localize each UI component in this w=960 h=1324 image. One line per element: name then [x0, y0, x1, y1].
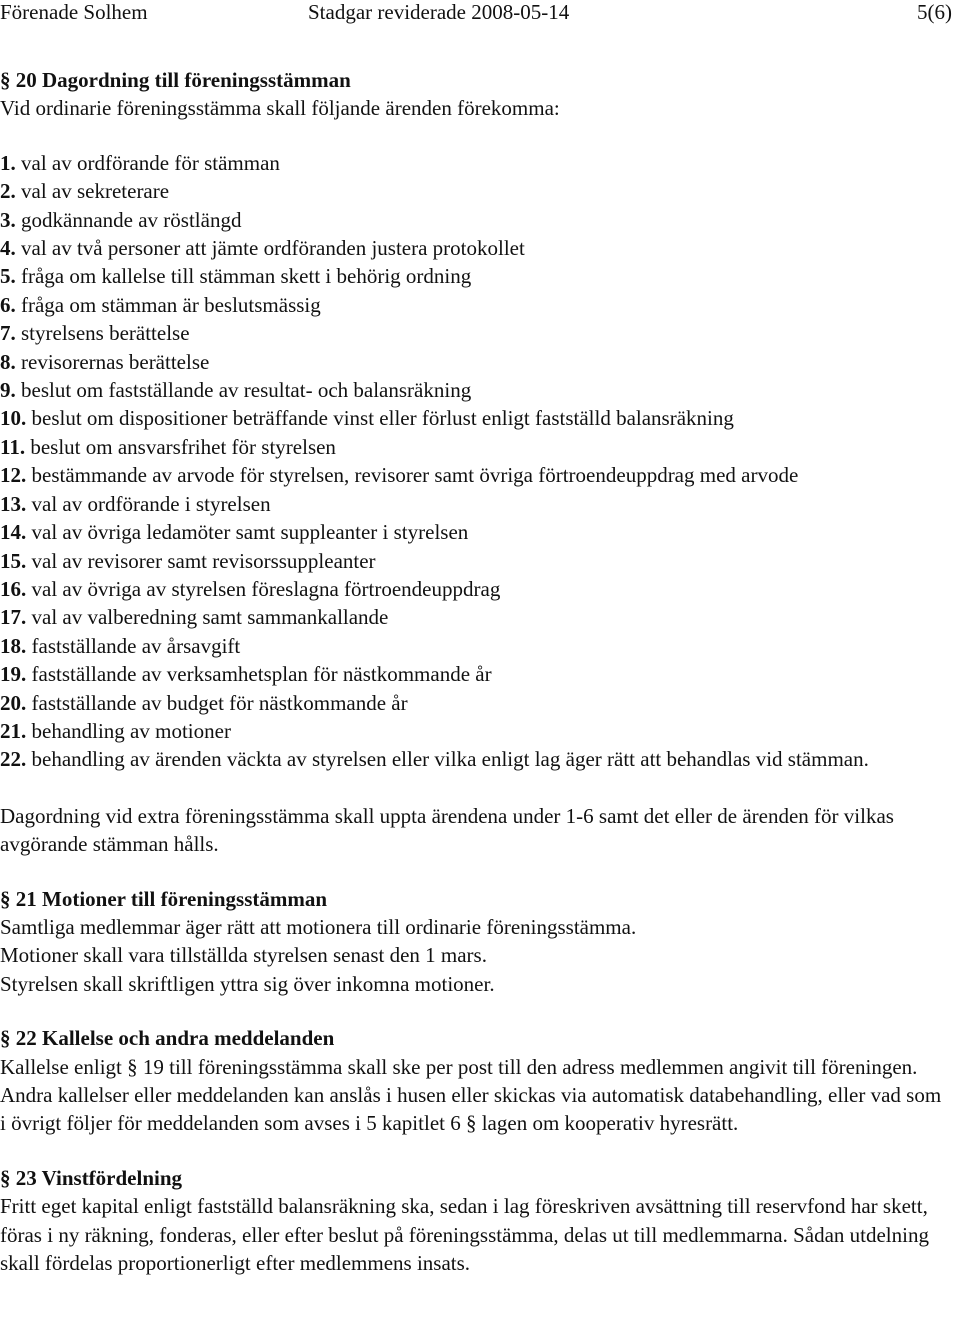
- section-20-heading: § 20 Dagordning till föreningsstämman: [0, 68, 351, 92]
- agenda-item-text: beslut om fastställande av resultat- och balansräkning: [21, 378, 472, 403]
- agenda-item: [0, 376, 950, 404]
- agenda-item-text: styrelsens berättelse: [21, 321, 190, 346]
- agenda-list: [0, 149, 950, 774]
- agenda-item-number: 20.: [0, 690, 27, 715]
- section-20: [0, 66, 950, 859]
- agenda-item-text: fastställande av budget för nästkommande år: [31, 690, 408, 715]
- agenda-item: [0, 745, 950, 773]
- agenda-item: [0, 149, 950, 177]
- agenda-item-text: fråga om kallelse till stämman skett i behörig ordning: [21, 264, 472, 289]
- agenda-item-text: val av ordförande i styrelsen: [31, 491, 271, 516]
- agenda-item: [0, 206, 950, 234]
- agenda-item: [0, 689, 950, 717]
- agenda-item-text: val av sekreterare: [21, 179, 170, 204]
- agenda-item: [0, 433, 950, 461]
- agenda-item: [0, 291, 950, 319]
- agenda-item-number: 7.: [0, 321, 16, 346]
- agenda-item-text: val av ordförande för stämman: [21, 150, 280, 175]
- agenda-item-text: val av övriga av styrelsen föreslagna förtroendeuppdrag: [31, 576, 501, 601]
- agenda-item-number: 17.: [0, 605, 27, 630]
- section-21-line: Styrelsen skall skriftligen yttra sig över inkomna motioner.: [0, 971, 495, 996]
- agenda-item-number: 2.: [0, 179, 16, 204]
- section-21: [0, 885, 950, 999]
- header-page-number: 5(6): [917, 0, 952, 24]
- agenda-item-number: 11.: [0, 434, 26, 459]
- agenda-item-text: fråga om stämman är beslutsmässig: [21, 292, 321, 317]
- agenda-item: [0, 461, 950, 489]
- agenda-item-text: fastställande av årsavgift: [31, 633, 241, 658]
- section-23-heading: § 23 Vinstfördelning: [0, 1165, 183, 1190]
- agenda-item-number: 15.: [0, 548, 27, 573]
- section-21-heading: § 21 Motioner till föreningsstämman: [0, 886, 328, 911]
- agenda-item: [0, 717, 950, 745]
- agenda-item-number: 8.: [0, 349, 16, 374]
- agenda-item-text: val av revisorer samt revisorssuppleanter: [31, 548, 376, 573]
- agenda-item-number: 4.: [0, 236, 16, 261]
- section-20-extra-paragraph: Dagordning vid extra föreningsstämma skall uppta ärendena under 1-6 samt det eller de ärenden för vilkas avgörande stämman hålls.: [0, 803, 894, 857]
- agenda-item: [0, 660, 950, 688]
- agenda-item: [0, 490, 950, 518]
- agenda-item-number: 1.: [0, 150, 16, 175]
- agenda-item: [0, 177, 950, 205]
- agenda-item: [0, 547, 950, 575]
- agenda-item-text: fastställande av verksamhetsplan för nästkommande år: [31, 662, 492, 687]
- agenda-item: [0, 603, 950, 631]
- agenda-item-text: beslut om ansvarsfrihet för styrelsen: [30, 434, 336, 459]
- agenda-item-text: godkännande av röstlängd: [21, 207, 242, 232]
- agenda-item-number: 3.: [0, 207, 16, 232]
- agenda-item-text: behandling av ärenden väckta av styrelsen eller vilka enligt lag äger rätt att behandlas vid stämman.: [31, 747, 869, 772]
- agenda-item: [0, 262, 950, 290]
- agenda-item-number: 10.: [0, 406, 27, 431]
- section-21-line: Motioner skall vara tillställda styrelsen senast den 1 mars.: [0, 943, 487, 968]
- agenda-item-number: 18.: [0, 633, 27, 658]
- agenda-item-number: 9.: [0, 378, 16, 403]
- agenda-item-number: 6.: [0, 292, 16, 317]
- document-body: [0, 66, 950, 1277]
- agenda-item-text: beslut om dispositioner beträffande vinst eller förlust enligt fastställd balansräkning: [31, 406, 734, 431]
- agenda-item: [0, 234, 950, 262]
- section-22-text: Kallelse enligt § 19 till föreningsstämma skall ske per post till den adress medlemmen angivit till föreningen. Andra kallelser eller meddelanden kan anslås i husen eller skickas via automatisk databehandling, eller vad som i övrigt följer för meddelanden som avses i 5 kapitlet 6 § lagen om kooperativ hyresrätt.: [0, 1054, 942, 1136]
- agenda-item-text: bestämmande av arvode för styrelsen, revisorer samt övriga förtroendeuppdrag med arvode: [31, 463, 799, 488]
- agenda-item-text: val av två personer att jämte ordföranden justera protokollet: [21, 236, 525, 261]
- agenda-item-text: revisorernas berättelse: [21, 349, 210, 374]
- agenda-item: [0, 575, 950, 603]
- agenda-item-number: 22.: [0, 747, 27, 772]
- section-22-heading: § 22 Kallelse och andra meddelanden: [0, 1026, 335, 1051]
- agenda-item: [0, 518, 950, 546]
- header-organization: Förenade Solhem: [0, 0, 148, 24]
- agenda-item-number: 19.: [0, 662, 27, 687]
- agenda-item: [0, 348, 950, 376]
- agenda-item-number: 13.: [0, 491, 27, 516]
- agenda-item-text: val av valberedning samt sammankallande: [31, 605, 389, 630]
- section-23: [0, 1164, 950, 1278]
- agenda-item-number: 5.: [0, 264, 16, 289]
- agenda-item-number: 16.: [0, 576, 27, 601]
- section-23-text: Fritt eget kapital enligt fastställd balansräkning ska, sedan i lag föreskriven avsättning till reservfond har skett, föras i ny räkning, fonderas, eller efter beslut på föreningsstämma, delas ut till medlemmarna. Sådan utdelning skall fördelas proportionerligt efter medlemmens insats.: [0, 1194, 929, 1276]
- agenda-item: [0, 404, 950, 432]
- section-20-intro: Vid ordinarie föreningsstämma skall följande ärenden förekomma:: [0, 96, 560, 121]
- agenda-item: [0, 632, 950, 660]
- agenda-item-number: 12.: [0, 463, 27, 488]
- header-document-title: Stadgar reviderade 2008-05-14: [308, 0, 570, 24]
- section-22: [0, 1024, 950, 1138]
- agenda-item-text: val av övriga ledamöter samt suppleanter i styrelsen: [31, 520, 469, 545]
- agenda-item-number: 14.: [0, 520, 27, 545]
- agenda-item-number: 21.: [0, 718, 27, 743]
- section-21-line: Samtliga medlemmar äger rätt att motionera till ordinarie föreningsstämma.: [0, 914, 637, 939]
- page-header: [0, 0, 960, 26]
- agenda-item: [0, 319, 950, 347]
- agenda-item-text: behandling av motioner: [31, 718, 231, 743]
